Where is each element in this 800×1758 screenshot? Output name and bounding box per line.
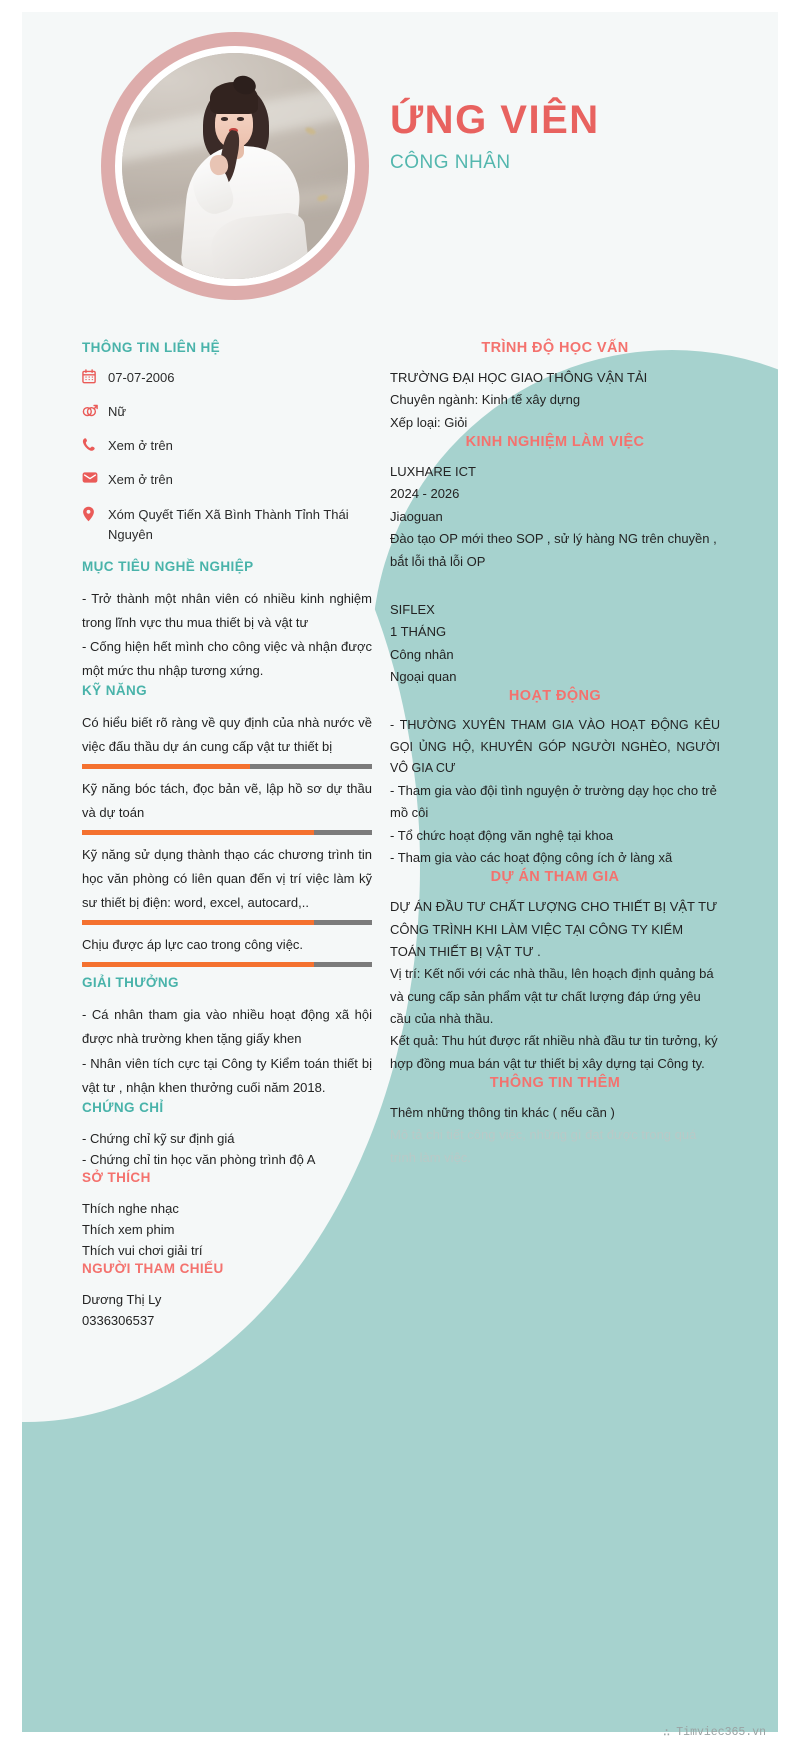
contact-value: Nữ <box>108 404 127 420</box>
skill-label: Chịu được áp lực cao trong công việc. <box>82 937 304 953</box>
additional-info-heading: THÔNG TIN THÊM <box>489 1075 621 1092</box>
reference-line: Dương Thị Ly <box>82 1291 162 1307</box>
skill-progress-fill <box>82 764 250 769</box>
avatar <box>115 46 355 286</box>
objective-heading: MỤC TIÊU NGHỀ NGHIỆP <box>82 558 254 574</box>
activity-line: - THƯỜNG XUYÊN THAM GIA VÀO HOẠT ĐỘNG KÊU GỌI ỦNG HỘ, KHUYÊN GÓP NGƯỜI NGHÈO, NGƯỜI VÔ GIA CƯ <box>390 718 720 776</box>
skill-label: Có hiểu biết rõ ràng về quy định của nhà nước về việc đấu thầu dự án cung cấp vật tư thiết bị <box>82 715 372 755</box>
avatar-illustration <box>122 53 348 279</box>
skill-progress-fill <box>82 962 314 967</box>
brand-name: Timviec365.vn <box>676 1726 766 1739</box>
project-line: DỰ ÁN ĐẦU TƯ CHẤT LƯỢNG CHO THIẾT BỊ VẬT TƯ CÔNG TRÌNH KHI LÀM VIỆC TẠI CÔNG TY KIỂM TOÁN THIẾT BỊ VẬT TƯ . <box>390 899 718 959</box>
experience-item <box>390 599 720 688</box>
skill-progress-fill <box>82 830 314 835</box>
additional-info-line: Thêm những thông tin khác ( nếu cần ) <box>390 1105 615 1121</box>
skill-item <box>82 711 372 769</box>
certificate-line: - Chứng chỉ kỹ sư định giá <box>82 1130 235 1146</box>
experience-heading: KINH NGHIỆM LÀM VIỆC <box>465 434 645 451</box>
certificates-heading: CHỨNG CHỈ <box>82 1099 164 1115</box>
candidate-name: ỨNG VIÊN <box>390 98 600 142</box>
skills-heading: KỸ NĂNG <box>82 683 148 699</box>
skill-progress-fill <box>82 920 314 925</box>
experience-company: LUXHARE ICT <box>390 464 476 480</box>
project-line: Kết quả: Thu hút được rất nhiều nhà đầu tư tin tưởng, ký hợp đồng mua bán vật tư thiết bị xây dựng tại Công ty. <box>390 1033 718 1071</box>
experience-role: Công nhân <box>390 646 454 662</box>
contact-item-gender <box>82 402 372 422</box>
education-line: Xếp loại: Giỏi <box>390 414 468 430</box>
experience-description: Đào tạo OP mới theo SOP , sử lý hàng NG trên chuyền , bắt lỗi thả lỗi OP <box>390 531 717 569</box>
objective-line: - Trở thành một nhân viên có nhiều kinh nghiệm trong lĩnh vực thu mua thiết bị và vật tư <box>82 590 372 630</box>
avatar-ring <box>101 32 369 300</box>
experience-company: SIFLEX <box>390 601 435 617</box>
activities-heading: HOẠT ĐỘNG <box>508 688 602 705</box>
contact-value: Xem ở trên <box>108 438 173 454</box>
skill-item <box>82 843 372 925</box>
activity-line: - Tham gia vào đội tình nguyện ở trường dạy học cho trẻ mồ côi <box>390 782 717 821</box>
additional-info-placeholder: Mô tả chi tiết công việc, những gì đạt được trong quá trình làm việc. <box>390 1127 697 1165</box>
awards-line: - Cá nhân tham gia vào nhiều hoạt động xã hội được nhà trường khen tặng giấy khen <box>82 1007 372 1047</box>
experience-period: 1 THÁNG <box>390 624 447 640</box>
phone-icon <box>82 436 108 452</box>
skill-progress-bar <box>82 962 372 967</box>
hobbies-heading: SỞ THÍCH <box>82 1169 151 1185</box>
email-icon <box>82 470 108 484</box>
contact-value: 07-07-2006 <box>108 370 175 385</box>
experience-role: Jiaoguan <box>390 508 443 524</box>
contact-value: Xóm Quyết Tiến Xã Bình Thành Tỉnh Thái Nguyên <box>108 506 349 542</box>
location-pin-icon <box>82 505 108 522</box>
contact-list <box>82 368 372 545</box>
contact-item-address <box>82 505 372 545</box>
contact-value: Xem ở trên <box>108 472 173 488</box>
skill-item <box>82 777 372 835</box>
contact-heading: THÔNG TIN LIÊN HỆ <box>82 340 221 355</box>
experience-item <box>390 461 720 573</box>
contact-item-birthdate <box>82 368 372 388</box>
education-heading: TRÌNH ĐỘ HỌC VẤN <box>481 340 629 356</box>
objective-line: - Cống hiện hết mình cho công việc và nhận được một mức thu nhập tương xứng. <box>82 638 372 678</box>
skill-progress-bar <box>82 764 372 769</box>
experience-description: Ngoại quan <box>390 668 457 684</box>
certificate-line: - Chứng chỉ tin học văn phòng trình độ A <box>82 1151 316 1167</box>
reference-heading: NGƯỜI THAM CHIẾU <box>82 1260 224 1276</box>
skill-progress-bar <box>82 830 372 835</box>
projects-heading: DỰ ÁN THAM GIA <box>490 869 620 886</box>
brand-logo-icon: ∴ <box>663 1726 670 1740</box>
hobby-line: Thích nghe nhạc <box>82 1200 179 1216</box>
experience-period: 2024 - 2026 <box>390 486 460 502</box>
left-column <box>82 340 372 1331</box>
candidate-job-title: CÔNG NHÂN <box>390 152 511 173</box>
project-line: Vị trí: Kết nối với các nhà thầu, lên hoạch định quảng bá và cung cấp sản phẩm vật tư chất lượng đáp ứng yêu cầu của nhà thầu. <box>390 966 714 1027</box>
activity-line: - Tổ chức hoạt động văn nghệ tại khoa <box>390 827 614 843</box>
gender-icon <box>82 402 108 418</box>
skill-progress-bar <box>82 920 372 925</box>
awards-line: - Nhân viên tích cực tại Công ty Kiểm toán thiết bị vật tư , nhận khen thưởng cuối năm 2018. <box>82 1055 372 1095</box>
reference-line: 0336306537 <box>82 1312 155 1328</box>
skill-label: Kỹ năng bóc tách, đọc bản vẽ, lập hồ sơ dự thầu và dự toán <box>82 781 372 821</box>
right-column <box>390 340 720 1169</box>
calendar-icon <box>82 368 108 384</box>
hobby-line: Thích vui chơi giải trí <box>82 1242 203 1258</box>
footer <box>663 1725 766 1740</box>
hobby-line: Thích xem phim <box>82 1221 175 1237</box>
header <box>390 98 600 174</box>
contact-item-phone <box>82 436 372 456</box>
education-line: TRƯỜNG ĐẠI HỌC GIAO THÔNG VẬN TẢI <box>390 370 648 385</box>
skill-item <box>82 933 372 967</box>
education-line: Chuyên ngành: Kinh tế xây dựng <box>390 392 581 408</box>
awards-heading: GIẢI THƯỞNG <box>82 975 179 991</box>
contact-item-email <box>82 470 372 490</box>
skill-label: Kỹ năng sử dụng thành thạo các chương trình tin học văn phòng có liên quan đến vị trí việc làm kỹ sư thiết bị điện: word, excel, autocard,.. <box>82 847 372 911</box>
activity-line: - Tham gia vào các hoạt động công ích ở làng xã <box>390 849 673 865</box>
cv-canvas <box>22 12 778 1732</box>
